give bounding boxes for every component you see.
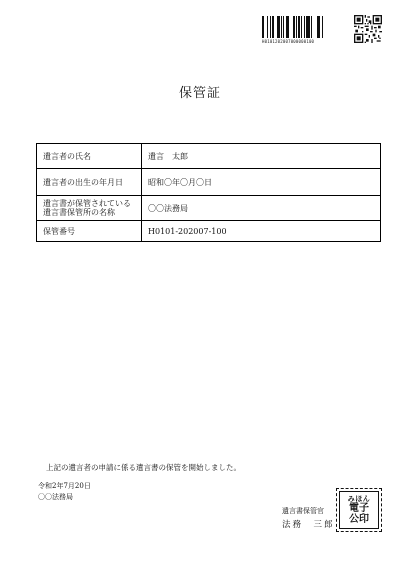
qr-code-icon bbox=[354, 15, 382, 43]
table-row bbox=[37, 221, 381, 242]
row-value-storage-number: H0101-202007-100 bbox=[142, 221, 381, 242]
barcode-number: H0101202007000000100 bbox=[262, 39, 315, 44]
seal-text-sample: みほん bbox=[347, 494, 371, 503]
row-value-birth-date: 昭和〇年〇月〇日 bbox=[142, 169, 381, 196]
barcode-bars bbox=[262, 16, 346, 38]
row-label-testator-name: 遺言者の氏名 bbox=[37, 144, 142, 169]
table-row bbox=[37, 144, 381, 169]
issue-date: 令和2年7月20日 bbox=[38, 482, 91, 490]
row-label-birth-date: 遺言者の出生の年月日 bbox=[37, 169, 142, 196]
seal-text-electronic: 電子 bbox=[349, 502, 369, 514]
row-value-storage-office: 〇〇法務局 bbox=[142, 196, 381, 221]
seal-text-official: 公印 bbox=[349, 513, 369, 525]
row-label-storage-office-line1: 遺言書が保管されている bbox=[43, 199, 131, 208]
statement-text: 上記の遺言者の申請に係る遺言書の保管を開始しました。 bbox=[46, 463, 241, 472]
row-label-storage-office-line2: 遺言書保管所の名称 bbox=[43, 208, 115, 217]
table-row bbox=[37, 196, 381, 221]
row-label-storage-number: 保管番号 bbox=[37, 221, 142, 242]
barcode-bar bbox=[323, 16, 324, 38]
issuing-office: 〇〇法務局 bbox=[38, 493, 73, 501]
certificate-table bbox=[36, 143, 381, 242]
officer-name: 法務 三郎 bbox=[282, 520, 335, 530]
seal-inner bbox=[339, 491, 379, 529]
row-label-storage-office bbox=[37, 196, 142, 221]
barcode bbox=[262, 16, 346, 46]
table-row bbox=[37, 169, 381, 196]
page-title: 保管証 bbox=[178, 86, 221, 101]
officer-title: 遺言書保管官 bbox=[282, 507, 324, 515]
official-seal-stamp bbox=[336, 488, 382, 532]
row-value-testator-name: 遺言 太郎 bbox=[142, 144, 381, 169]
